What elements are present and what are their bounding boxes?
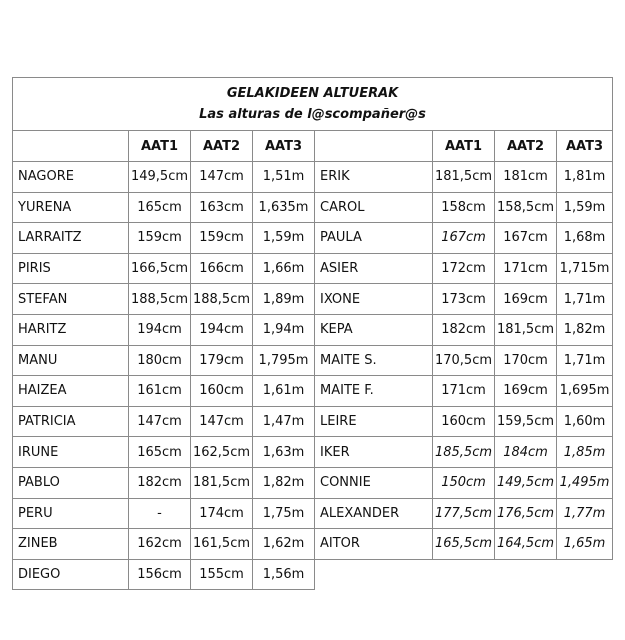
student-name-cell: ALEXANDER <box>315 498 433 529</box>
student-name-cell: PIRIS <box>13 253 129 284</box>
aat3-value-cell: 1,63m <box>253 437 315 468</box>
aat1-value-cell: 156cm <box>129 559 191 590</box>
aat2-value-cell: 158,5cm <box>495 192 557 223</box>
aat3-value-cell: 1,82m <box>253 467 315 498</box>
student-name-cell: IRUNE <box>13 437 129 468</box>
aat2-value-cell: 149,5cm <box>495 467 557 498</box>
table-row <box>13 253 613 284</box>
aat3-value-cell: 1,85m <box>557 437 613 468</box>
aat1-value-cell: 182cm <box>129 467 191 498</box>
student-name-cell: HARITZ <box>13 314 129 345</box>
aat3-value-cell: 1,81m <box>557 162 613 193</box>
student-name-cell: IKER <box>315 437 433 468</box>
aat2-value-cell: 162,5cm <box>191 437 253 468</box>
table-row <box>13 376 613 407</box>
aat3-value-cell: 1,695m <box>557 376 613 407</box>
student-name-cell: ZINEB <box>13 529 129 560</box>
header-aat3-left: AAT3 <box>253 131 315 162</box>
aat3-value-cell: 1,66m <box>253 253 315 284</box>
aat3-value-cell: 1,75m <box>253 498 315 529</box>
aat1-value-cell: 188,5cm <box>129 284 191 315</box>
aat1-value-cell: 161cm <box>129 376 191 407</box>
aat1-value-cell: - <box>129 498 191 529</box>
aat1-value-cell: 172cm <box>433 253 495 284</box>
aat2-value-cell: 181,5cm <box>191 467 253 498</box>
aat2-value-cell: 176,5cm <box>495 498 557 529</box>
title-row <box>13 78 613 131</box>
header-row <box>13 131 613 162</box>
student-name-cell: STEFAN <box>13 284 129 315</box>
aat1-value-cell: 177,5cm <box>433 498 495 529</box>
student-name-cell: ASIER <box>315 253 433 284</box>
student-name-cell: PERU <box>13 498 129 529</box>
student-name-cell: LARRAITZ <box>13 223 129 254</box>
aat1-value-cell: 165cm <box>129 437 191 468</box>
aat3-value-cell: 1,60m <box>557 406 613 437</box>
table-row <box>13 559 613 590</box>
aat2-value-cell: 171cm <box>495 253 557 284</box>
aat2-value-cell: 164,5cm <box>495 529 557 560</box>
aat1-value-cell: 165cm <box>129 192 191 223</box>
aat2-value-cell: 166cm <box>191 253 253 284</box>
table-row <box>13 192 613 223</box>
aat2-value-cell: 159,5cm <box>495 406 557 437</box>
aat2-value-cell: 169cm <box>495 284 557 315</box>
aat1-value-cell: 181,5cm <box>433 162 495 193</box>
table-row <box>13 162 613 193</box>
header-aat1-left: AAT1 <box>129 131 191 162</box>
aat1-value-cell: 182cm <box>433 314 495 345</box>
header-aat2-left: AAT2 <box>191 131 253 162</box>
aat1-value-cell: 149,5cm <box>129 162 191 193</box>
empty-cell <box>433 559 495 590</box>
aat2-value-cell: 194cm <box>191 314 253 345</box>
table-row <box>13 223 613 254</box>
aat3-value-cell: 1,71m <box>557 284 613 315</box>
aat3-value-cell: 1,89m <box>253 284 315 315</box>
aat3-value-cell: 1,68m <box>557 223 613 254</box>
table-row <box>13 284 613 315</box>
empty-cell <box>495 559 557 590</box>
aat1-value-cell: 147cm <box>129 406 191 437</box>
aat1-value-cell: 167cm <box>433 223 495 254</box>
heights-table <box>12 77 613 590</box>
header-aat1-right: AAT1 <box>433 131 495 162</box>
aat1-value-cell: 165,5cm <box>433 529 495 560</box>
aat2-value-cell: 147cm <box>191 406 253 437</box>
table-row <box>13 437 613 468</box>
aat2-value-cell: 167cm <box>495 223 557 254</box>
aat3-value-cell: 1,59m <box>253 223 315 254</box>
student-name-cell: AITOR <box>315 529 433 560</box>
aat1-value-cell: 194cm <box>129 314 191 345</box>
aat3-value-cell: 1,47m <box>253 406 315 437</box>
student-name-cell: KEPA <box>315 314 433 345</box>
aat3-value-cell: 1,65m <box>557 529 613 560</box>
aat3-value-cell: 1,795m <box>253 345 315 376</box>
aat3-value-cell: 1,82m <box>557 314 613 345</box>
aat2-value-cell: 161,5cm <box>191 529 253 560</box>
title-line-1: GELAKIDEEN ALTUERAK <box>226 86 399 101</box>
aat1-value-cell: 150cm <box>433 467 495 498</box>
aat3-value-cell: 1,77m <box>557 498 613 529</box>
empty-cell <box>557 559 613 590</box>
student-name-cell: PAULA <box>315 223 433 254</box>
table-row <box>13 498 613 529</box>
aat3-value-cell: 1,94m <box>253 314 315 345</box>
aat1-value-cell: 160cm <box>433 406 495 437</box>
student-name-cell: MANU <box>13 345 129 376</box>
aat2-value-cell: 170cm <box>495 345 557 376</box>
student-name-cell: CONNIE <box>315 467 433 498</box>
student-name-cell: NAGORE <box>13 162 129 193</box>
aat1-value-cell: 166,5cm <box>129 253 191 284</box>
student-name-cell: HAIZEA <box>13 376 129 407</box>
aat3-value-cell: 1,635m <box>253 192 315 223</box>
aat1-value-cell: 162cm <box>129 529 191 560</box>
aat3-value-cell: 1,59m <box>557 192 613 223</box>
student-name-cell: MAITE S. <box>315 345 433 376</box>
student-name-cell: ERIK <box>315 162 433 193</box>
aat1-value-cell: 185,5cm <box>433 437 495 468</box>
student-name-cell: IXONE <box>315 284 433 315</box>
header-empty-left <box>13 131 129 162</box>
aat1-value-cell: 170,5cm <box>433 345 495 376</box>
student-name-cell: CAROL <box>315 192 433 223</box>
empty-cell <box>315 559 433 590</box>
header-aat2-right: AAT2 <box>495 131 557 162</box>
student-name-cell: DIEGO <box>13 559 129 590</box>
aat2-value-cell: 160cm <box>191 376 253 407</box>
aat1-value-cell: 159cm <box>129 223 191 254</box>
aat3-value-cell: 1,495m <box>557 467 613 498</box>
title-line-2: Las alturas de l@scompañer@s <box>199 107 426 122</box>
student-name-cell: PATRICIA <box>13 406 129 437</box>
aat2-value-cell: 181cm <box>495 162 557 193</box>
aat2-value-cell: 174cm <box>191 498 253 529</box>
header-empty-right <box>315 131 433 162</box>
aat1-value-cell: 158cm <box>433 192 495 223</box>
aat2-value-cell: 169cm <box>495 376 557 407</box>
aat2-value-cell: 163cm <box>191 192 253 223</box>
table-row <box>13 345 613 376</box>
aat2-value-cell: 155cm <box>191 559 253 590</box>
aat2-value-cell: 179cm <box>191 345 253 376</box>
aat3-value-cell: 1,56m <box>253 559 315 590</box>
aat2-value-cell: 147cm <box>191 162 253 193</box>
student-name-cell: YURENA <box>13 192 129 223</box>
aat3-value-cell: 1,51m <box>253 162 315 193</box>
aat3-value-cell: 1,715m <box>557 253 613 284</box>
student-name-cell: PABLO <box>13 467 129 498</box>
aat3-value-cell: 1,71m <box>557 345 613 376</box>
header-aat3-right: AAT3 <box>557 131 613 162</box>
table-row <box>13 467 613 498</box>
student-name-cell: MAITE F. <box>315 376 433 407</box>
aat1-value-cell: 173cm <box>433 284 495 315</box>
table-title <box>13 78 613 131</box>
table-row <box>13 314 613 345</box>
aat2-value-cell: 188,5cm <box>191 284 253 315</box>
aat3-value-cell: 1,61m <box>253 376 315 407</box>
student-name-cell: LEIRE <box>315 406 433 437</box>
aat2-value-cell: 184cm <box>495 437 557 468</box>
aat1-value-cell: 180cm <box>129 345 191 376</box>
table-row <box>13 529 613 560</box>
table-row <box>13 406 613 437</box>
aat3-value-cell: 1,62m <box>253 529 315 560</box>
aat2-value-cell: 181,5cm <box>495 314 557 345</box>
aat1-value-cell: 171cm <box>433 376 495 407</box>
aat2-value-cell: 159cm <box>191 223 253 254</box>
